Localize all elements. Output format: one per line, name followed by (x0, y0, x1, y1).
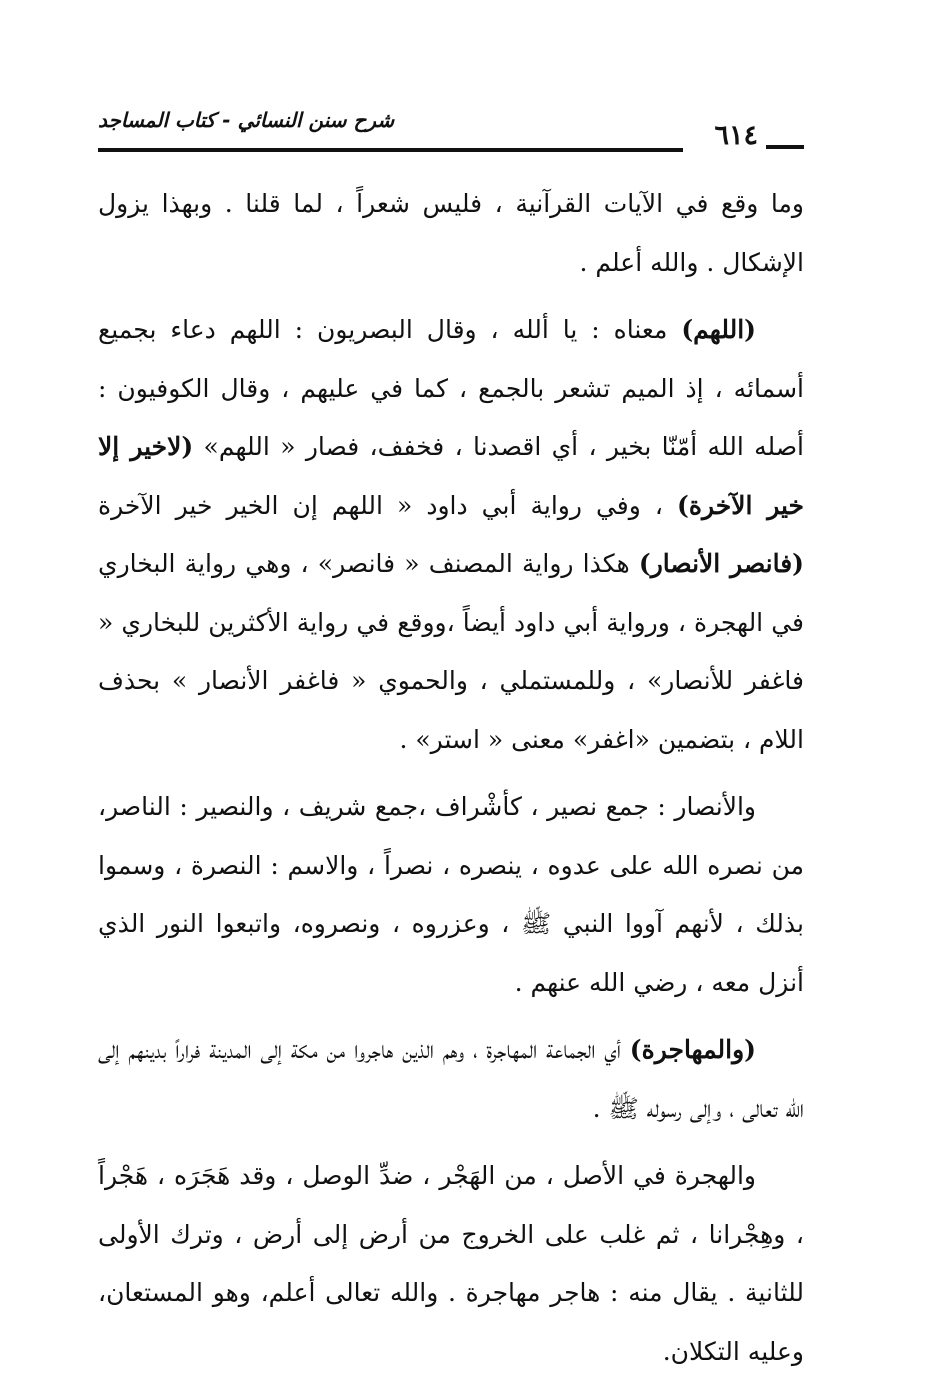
text-run: هكذا رواية المصنف « فانصر» ، وهي رواية البخاري في الهجرة ، ورواية أبي داود أيضاً ،ووقع في رواية الأكثرين للبخاري « فاغفر للأنصار» ، وللمستملي ، والحموي « فاغفر الأنصار » بحذف اللام ، بتضمين «اغفر» معنى « استر» . (98, 549, 804, 754)
paragraph (98, 1147, 804, 1381)
text-run: وما وقع في الآيات القرآنية ، فليس شعراً ، لما قلنا . وبهذا يزول الإشكال . والله أعلم . (98, 189, 804, 277)
bold-term: (فانصر الأنصار) (638, 549, 804, 578)
header-rule (98, 148, 683, 152)
bold-term: (لاخير إلا خير الآخرة) (98, 432, 804, 520)
paragraph (98, 1021, 804, 1138)
text-run: ، وفي رواية أبي داود « اللهم إن الخير خير الآخرة (98, 490, 678, 520)
page-number: ٦١٤ (714, 120, 758, 151)
page-body (98, 175, 804, 1390)
page-number-dash (766, 145, 804, 149)
running-title: شرح سنن النسائي - كتاب المساجد (98, 108, 395, 132)
text-run: أي الجماعة المهاجرة ، وهم الذين هاجروا من مكة إلى المدينة فراراً بدينهم إلى الله تعالى ، وإلى رسوله ﷺ . (98, 1035, 804, 1123)
page-header (98, 108, 804, 158)
bold-term: (والمهاجرة) (629, 1035, 756, 1064)
paragraph (98, 175, 804, 292)
paragraph (98, 778, 804, 1012)
paragraph (98, 301, 804, 769)
text-run: معناه : يا ألله ، وقال البصريون : اللهم دعاء بجميع أسمائه ، إذ الميم تشعر بالجمع ، كما في عليهم ، وقال الكوفيون : أصله الله أمّنّا بخير ، أي اقصدنا ، فخفف، فصار « اللهم» (98, 315, 804, 461)
bold-term: (اللهم) (681, 315, 756, 344)
text-run: والهجرة في الأصل ، من الهَجْر ، ضدِّ الوصل ، وقد هَجَرَه ، هَجْراً ، وهِجْرانا ، ثم غلب على الخروج من أرض إلى أرض ، وترك الأولى للثانية . يقال منه : هاجر مهاجرة . والله تعالى أعلم، وهو المستعان، وعليه التكلان. (98, 1161, 804, 1366)
text-run: والأنصار : جمع نصير ، كأشْراف ،جمع شريف ، والنصير : الناصر، من نصره الله على عدوه ، ينصره ، نصراً ، والاسم : النصرة ، وسموا بذلك ، لأنهم آووا النبي ﷺ ، وعزروه ، ونصروه، واتبعوا النور الذي أنزل معه ، رضي الله عنهم . (98, 792, 804, 997)
